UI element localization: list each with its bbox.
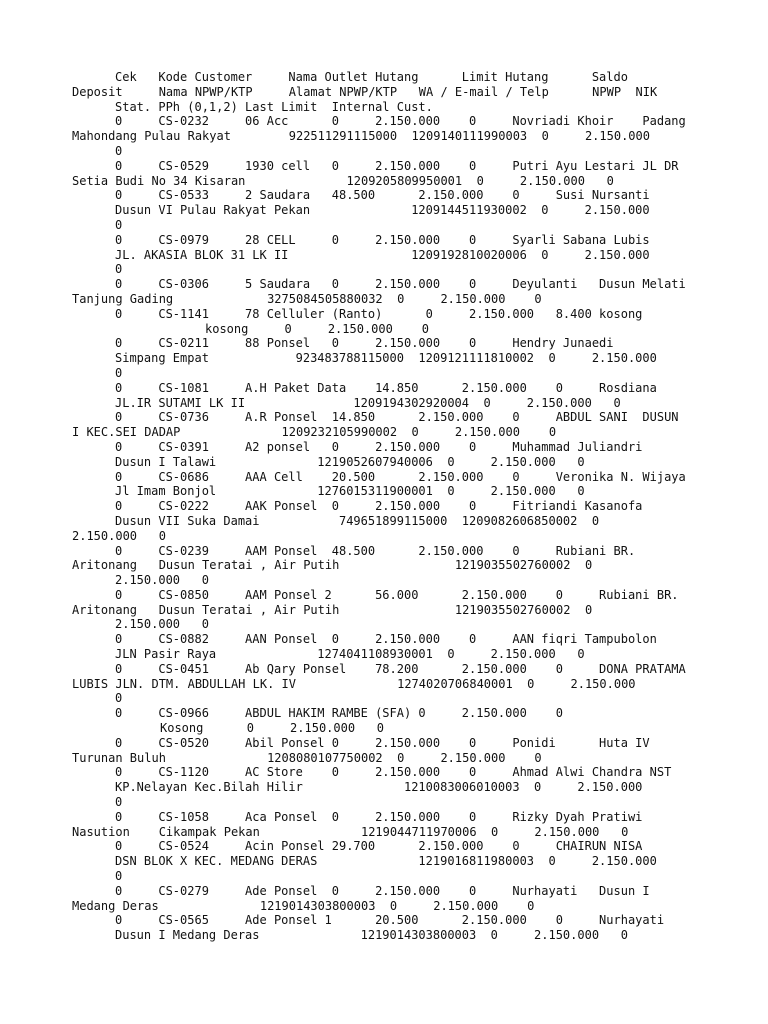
text-line: JL.IR SUTAMI LK II 1209194302920004 0 2.150.000 0 <box>115 395 621 410</box>
text-line: Dusun VII Suka Damai 749651899115000 1209082606850002 0 <box>115 513 600 528</box>
text-line: Jl Imam Bonjol 1276015311900001 0 2.150.000 0 <box>115 484 585 499</box>
text-line: Deposit Nama NPWP/KTP Alamat NPWP/KTP WA / E-mail / Telp NPWP NIK <box>72 84 658 99</box>
text-line: 0 CS-0306 5 Saudara 0 2.150.000 0 Deyulanti Dusun Melati <box>115 277 686 292</box>
text-line: 0 <box>115 262 123 277</box>
text-line: Dusun VI Pulau Rakyat Pekan 1209144511930002 0 2.150.000 <box>115 203 650 218</box>
text-line: 0 CS-0211 88 Ponsel 0 2.150.000 0 Hendry Junaedi <box>115 336 614 351</box>
text-line: 0 CS-0391 A2 ponsel 0 2.150.000 0 Muhammad Juliandri <box>115 439 643 454</box>
text-line: 0 CS-0850 AAM Ponsel 2 56.000 2.150.000 0 Rubiani BR. <box>115 587 679 602</box>
text-line: Aritonang Dusun Teratai , Air Putih 1219035502760002 0 <box>72 602 593 617</box>
text-line: 0 CS-0565 Ade Ponsel 1 20.500 2.150.000 0 Nurhayati <box>115 913 665 928</box>
text-line: 0 <box>115 365 123 380</box>
document-page <box>0 70 768 943</box>
text-line: 0 CS-1081 A.H Paket Data 14.850 2.150.000 0 Rosdiana <box>115 380 657 395</box>
text-line: 0 CS-0279 Ade Ponsel 0 2.150.000 0 Nurhayati Dusun I <box>115 883 650 898</box>
text-line: Kosong 0 2.150.000 0 <box>160 721 384 736</box>
text-line: Simpang Empat 923483788115000 1209121111810002 0 2.150.000 <box>115 351 657 366</box>
text-line: 0 CS-0686 AAA Cell 20.500 2.150.000 0 Veronika N. Wijaya <box>115 469 686 484</box>
text-line: Tanjung Gading 3275084505880032 0 2.150.000 0 <box>72 291 542 306</box>
text-line: JLN Pasir Raya 1274041108930001 0 2.150.000 0 <box>115 647 585 662</box>
text-line: 0 <box>115 217 123 232</box>
text-line: 0 <box>115 869 123 884</box>
text-line: Nasution Cikampak Pekan 1219044711970006 0 2.150.000 0 <box>72 824 629 839</box>
text-line: Medang Deras 1219014303800003 0 2.150.000 0 <box>72 898 535 913</box>
text-line: I KEC.SEI DADAP 1209232105990002 0 2.150.000 0 <box>72 425 557 440</box>
text-line: 0 CS-0882 AAN Ponsel 0 2.150.000 0 AAN fiqri Tampubolon <box>115 632 657 647</box>
text-line: 0 CS-1141 78 Celluler (Ranto) 0 2.150.000 8.400 kosong <box>115 306 643 321</box>
text-line: DSN BLOK X KEC. MEDANG DERAS 1219016811980003 0 2.150.000 <box>115 854 657 869</box>
text-line: kosong 0 2.150.000 0 <box>205 321 429 336</box>
text-line: LUBIS JLN. DTM. ABDULLAH LK. IV 1274020706840001 0 2.150.000 <box>72 676 636 691</box>
text-line: 2.150.000 0 <box>115 617 209 632</box>
text-line: KP.Nelayan Kec.Bilah Hilir 1210083006010003 0 2.150.000 <box>115 780 643 795</box>
text-line: 0 CS-0966 ABDUL HAKIM RAMBE (SFA) 0 2.150.000 0 <box>115 706 563 721</box>
text-line: Dusun I Medang Deras 1219014303800003 0 2.150.000 0 <box>115 928 628 943</box>
text-line: 0 CS-0222 AAK Ponsel 0 2.150.000 0 Fitriandi Kasanofa <box>115 499 643 514</box>
text-line: 0 CS-0232 06 Acc 0 2.150.000 0 Novriadi Khoir Padang <box>115 114 686 129</box>
text-line: Stat. PPh (0,1,2) Last Limit Internal Cust. <box>115 99 433 114</box>
text-line: Dusun I Talawi 1219052607940006 0 2.150.000 0 <box>115 454 585 469</box>
text-line: 0 CS-0451 Ab Qary Ponsel 78.200 2.150.000 0 DONA PRATAMA <box>115 661 686 676</box>
text-line: 0 <box>115 795 123 810</box>
text-line: 0 CS-1058 Aca Ponsel 0 2.150.000 0 Rizky Dyah Pratiwi <box>115 809 643 824</box>
text-line: 0 CS-0529 1930 cell 0 2.150.000 0 Putri Ayu Lestari JL DR <box>115 158 679 173</box>
text-line: 0 CS-0524 Acin Ponsel 29.700 2.150.000 0 CHAIRUN NISA <box>115 839 643 854</box>
text-line: Aritonang Dusun Teratai , Air Putih 1219035502760002 0 <box>72 558 593 573</box>
text-line: 2.150.000 0 <box>72 528 166 543</box>
text-line: 0 CS-0520 Abil Ponsel 0 2.150.000 0 Ponidi Huta IV <box>115 735 650 750</box>
text-line: Mahondang Pulau Rakyat 922511291115000 1209140111990003 0 2.150.000 <box>72 129 650 144</box>
text-line: 0 CS-1120 AC Store 0 2.150.000 0 Ahmad Alwi Chandra NST <box>115 765 672 780</box>
text-line: 0 <box>115 143 123 158</box>
text-line: 0 CS-0533 2 Saudara 48.500 2.150.000 0 Susi Nursanti <box>115 188 650 203</box>
text-line: Setia Budi No 34 Kisaran 1209205809950001 0 2.150.000 0 <box>72 173 614 188</box>
text-line: 0 CS-0736 A.R Ponsel 14.850 2.150.000 0 ABDUL SANI DUSUN <box>115 410 679 425</box>
text-line: JL. AKASIA BLOK 31 LK II 1209192810020006 0 2.150.000 <box>115 247 650 262</box>
text-line: 0 CS-0979 28 CELL 0 2.150.000 0 Syarli Sabana Lubis <box>115 232 650 247</box>
text-line: Turunan Buluh 1208080107750002 0 2.150.000 0 <box>72 750 542 765</box>
text-line: 0 <box>115 691 123 706</box>
text-line: 0 CS-0239 AAM Ponsel 48.500 2.150.000 0 Rubiani BR. <box>115 543 636 558</box>
text-line: Cek Kode Customer Nama Outlet Hutang Limit Hutang Saldo <box>115 70 628 84</box>
text-line: 2.150.000 0 <box>115 573 209 588</box>
